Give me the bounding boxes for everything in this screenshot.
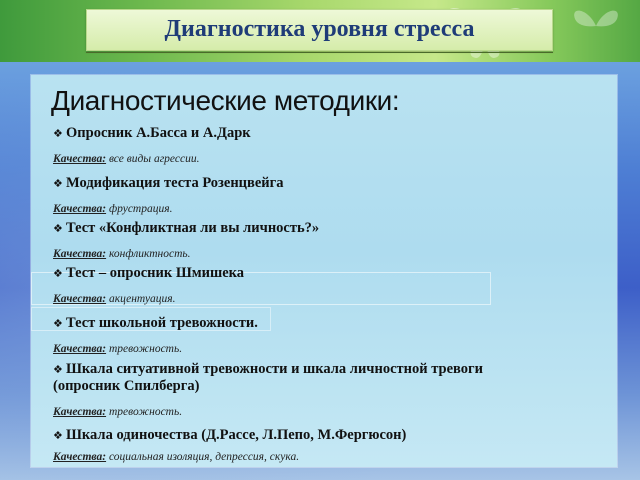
quality-value: все виды агрессии.	[108, 153, 200, 165]
method-name-line	[53, 175, 607, 192]
method-name-line	[53, 265, 607, 282]
diamond-bullet-icon: ❖	[53, 363, 63, 376]
small-butterfly-icon	[566, 4, 626, 44]
method-item	[53, 427, 607, 465]
quality-label: Качества:	[53, 248, 107, 260]
quality-line	[53, 342, 607, 357]
quality-label: Качества:	[53, 203, 107, 215]
method-item	[53, 125, 607, 167]
quality-label: Качества:	[53, 451, 107, 463]
quality-line	[53, 292, 607, 307]
quality-label: Качества:	[53, 343, 107, 355]
quality-label: Качества:	[53, 293, 107, 305]
diamond-bullet-icon: ❖	[53, 267, 63, 280]
diamond-bullet-icon: ❖	[53, 317, 63, 330]
content-panel	[31, 75, 617, 467]
method-name: Модификация теста Розенцвейга	[66, 175, 284, 191]
method-name-line	[53, 315, 607, 332]
quality-line	[53, 405, 607, 420]
method-item	[53, 220, 607, 262]
method-name: Тест – опросник Шмишека	[66, 265, 245, 281]
quality-line	[53, 450, 607, 465]
method-name: Опросник А.Басса и А.Дарк	[66, 125, 251, 141]
slide-title: Диагностика уровня стресса	[164, 16, 475, 42]
method-name: Тест школьной тревожности.	[66, 315, 258, 331]
quality-value: акцентуация.	[108, 293, 176, 305]
quality-label: Качества:	[53, 153, 107, 165]
diamond-bullet-icon: ❖	[53, 177, 63, 190]
quality-value: социальная изоляция, депрессия, скука.	[108, 451, 300, 463]
quality-value: фрустрация.	[108, 203, 173, 215]
quality-value: тревожность.	[108, 406, 183, 418]
diamond-bullet-icon: ❖	[53, 222, 63, 235]
method-name-continuation: (опросник Спилберга)	[53, 378, 200, 394]
quality-label: Качества:	[53, 406, 107, 418]
method-item	[53, 315, 607, 357]
quality-line	[53, 202, 607, 217]
diamond-bullet-icon: ❖	[53, 127, 63, 140]
method-name: Шкала ситуативной тревожности и шкала личностной тревоги	[66, 361, 483, 377]
method-name: Тест «Конфликтная ли вы личность?»	[66, 220, 320, 236]
method-item	[53, 175, 607, 217]
method-item	[53, 361, 607, 420]
quality-value: тревожность.	[108, 343, 183, 355]
title-underline	[86, 52, 553, 53]
method-item	[53, 265, 607, 307]
quality-value: конфликтность.	[108, 248, 191, 260]
content-heading: Диагностические методики:	[51, 85, 400, 116]
method-name-line	[53, 427, 607, 444]
method-name: Шкала одиночества (Д.Рассе, Л.Пепо, М.Фергюсон)	[66, 427, 407, 443]
quality-line	[53, 152, 607, 167]
diamond-bullet-icon: ❖	[53, 429, 63, 442]
method-name-line	[53, 220, 607, 237]
slide-title-box	[86, 9, 553, 51]
method-name-line	[53, 125, 607, 142]
method-name-line	[53, 361, 607, 378]
quality-line	[53, 247, 607, 262]
